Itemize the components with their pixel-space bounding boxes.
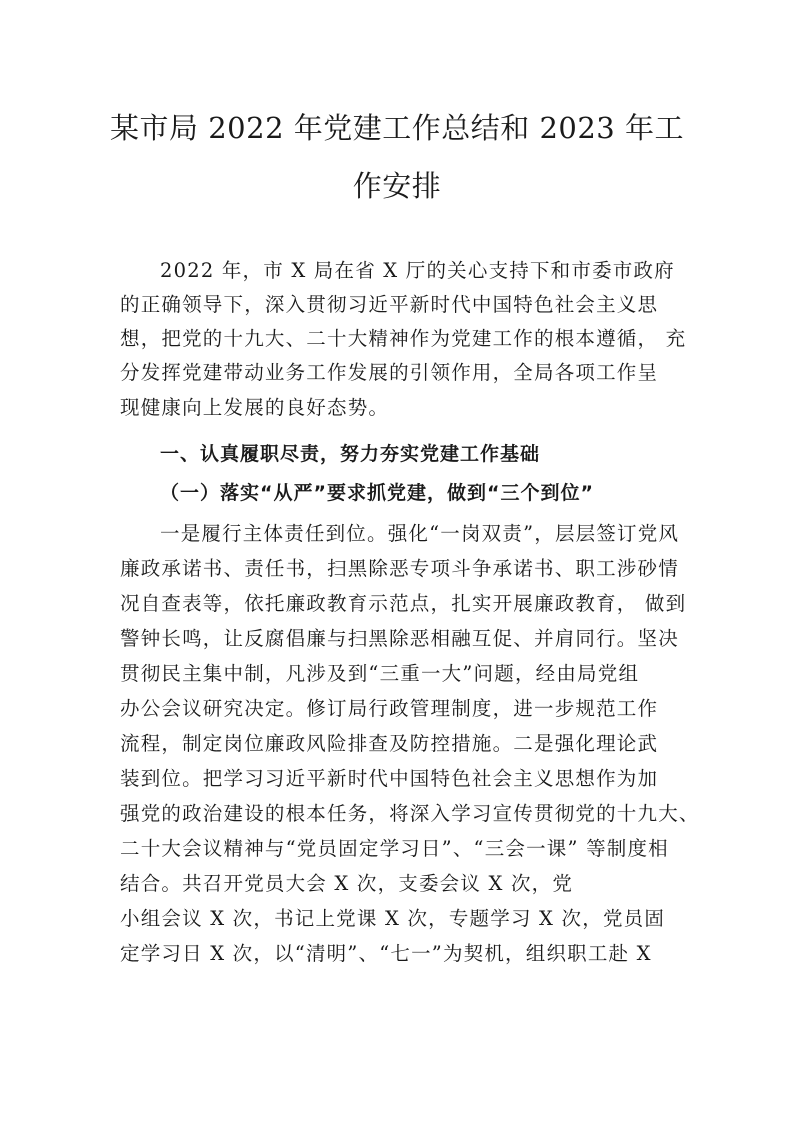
body-paragraph-line: 装到位。把学习习近平新时代中国特色社会主义思想作为加 <box>120 767 659 790</box>
body-paragraph-line: 况自查表等，依托廉政教育示范点，扎实开展廉政教育， 做到 <box>120 592 687 615</box>
intro-paragraph-line: 的正确领导下，深入贯彻习近平新时代中国特色社会主义思 <box>120 293 659 316</box>
document-title-line-1: 某市局 2022 年党建工作总结和 2023 年工 <box>110 111 684 145</box>
subsection-heading: （一）落实“从严”要求抓党建，做到“三个到位” <box>160 482 594 504</box>
body-paragraph-line: 廉政承诺书、责任书，扫黑除恶专项斗争承诺书、职工涉砂情 <box>120 557 679 580</box>
body-paragraph-line: 二十大会议精神与“党员固定学习日”、“三会一课” 等制度相 <box>120 837 669 860</box>
body-paragraph-line: 贯彻民主集中制，凡涉及到“三重一大”问题，经由局党组 <box>120 662 640 685</box>
body-paragraph-line: 一是履行主体责任到位。强化“一岗双责”，层层签订党风 <box>160 522 680 545</box>
intro-paragraph-line: 想，把党的十九大、二十大精神作为党建工作的根本遵循， 充 <box>120 327 687 350</box>
intro-paragraph-line: 分发挥党建带动业务工作发展的引领作用，全局各项工作呈 <box>120 361 659 384</box>
body-paragraph-line: 办公会议研究决定。修订局行政管理制度，进一步规范工作 <box>120 697 659 720</box>
intro-paragraph-line: 2022 年，市 X 局在省 X 厅的关心支持下和市委市政府 <box>160 259 675 282</box>
body-paragraph-line: 小组会议 X 次，书记上党课 X 次，专题学习 X 次，党员固 <box>120 907 666 930</box>
section-heading: 一、认真履职尽责，努力夯实党建工作基础 <box>160 443 541 465</box>
body-paragraph-line: 定学习日 X 次，以“清明”、“七一”为契机，组织职工赴 X <box>120 942 652 965</box>
body-paragraph-line: 流程，制定岗位廉政风险排查及防控措施。二是强化理论武 <box>120 732 659 755</box>
intro-paragraph-line: 现健康向上发展的良好态势。 <box>120 396 390 419</box>
document-title-line-2: 作安排 <box>352 169 442 203</box>
body-paragraph-line: 强党的政治建设的根本任务，将深入学习宣传贯彻党的十九大、 <box>120 802 700 825</box>
body-paragraph-line: 警钟长鸣，让反腐倡廉与扫黑除恶相融互促、并肩同行。坚决 <box>120 627 679 650</box>
body-paragraph-line: 结合。共召开党员大会 X 次，支委会议 X 次，党 <box>120 872 574 895</box>
